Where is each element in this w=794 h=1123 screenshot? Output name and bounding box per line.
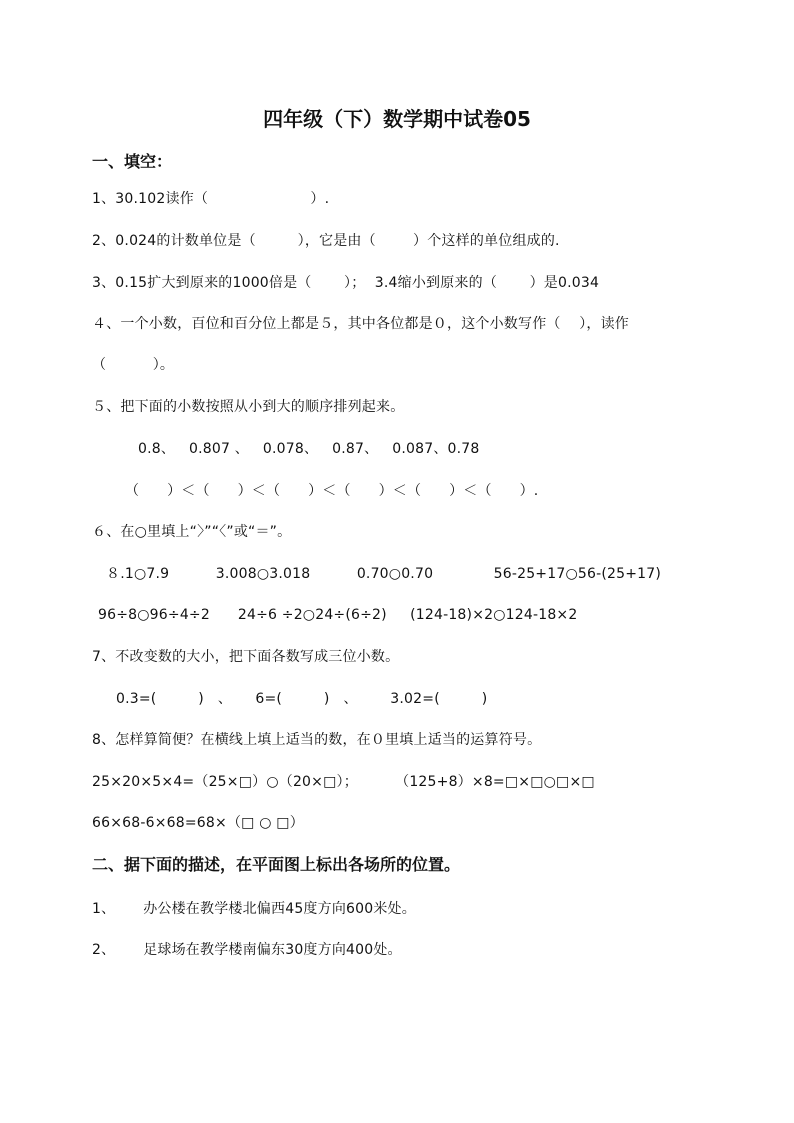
question-5-blanks: （ ）＜（ ）＜（ ）＜（ ）＜（ ）＜（ ）. [125,483,539,499]
question-4-line-2: （ ）。 [92,357,175,373]
question-7-row: 0.3=( ) 、 6=( ) 、 3.02=( ) [116,691,488,707]
question-2: 2、0.024的计数单位是（ ），它是由（ ）个这样的单位组成的. [92,233,560,249]
question-5-numbers: 0.8、 0.807 、 0.078、 0.87、 0.087、0.78 [138,441,480,457]
question-8-row-2: 66×68-6×68=68×（□ ○ □） [92,815,304,831]
section-2-item-1: 1、 办公楼在教学楼北偏西45度方向600米处。 [92,901,416,917]
question-6: ６、在○里填上“〉”“〈”或“＝”。 [92,524,292,540]
question-3: 3、0.15扩大到原来的1000倍是（ ）； 3.4缩小到原来的（ ）是0.034 [92,275,600,291]
question-5: ５、把下面的小数按照从小到大的顺序排列起来。 [92,399,405,415]
page-title: 四年级（下）数学期中试卷05 [263,107,531,131]
section-2-item-2: 2、 足球场在教学楼南偏东30度方向400处。 [92,942,402,958]
question-4-line-1: ４、一个小数，百位和百分位上都是５，其中各位都是０，这个小数写作（ ），读作 [92,316,629,332]
question-1: 1、30.102读作（ ）. [92,191,330,207]
question-8: 8、怎样算简便？在横线上填上适当的数，在０里填上适当的运算符号。 [92,732,542,748]
question-7: 7、不改变数的大小，把下面各数写成三位小数。 [92,649,400,665]
question-8-row-1: 25×20×5×4=（25×□）○（20×□）； （125+8）×8=□×□○□×□ [92,774,595,790]
question-6-row-2: 96÷8○96÷4÷2 24÷6 ÷2○24÷(6÷2) (124-18)×2○124-18×2 [98,607,578,623]
section-2-heading: 二、据下面的描述，在平面图上标出各场所的位置。 [92,855,461,874]
question-6-row-1: ８.1○7.9 3.008○3.018 0.70○0.70 56-25+17○56-(25+17) [106,566,662,582]
section-1-heading: 一、填空： [92,152,173,171]
